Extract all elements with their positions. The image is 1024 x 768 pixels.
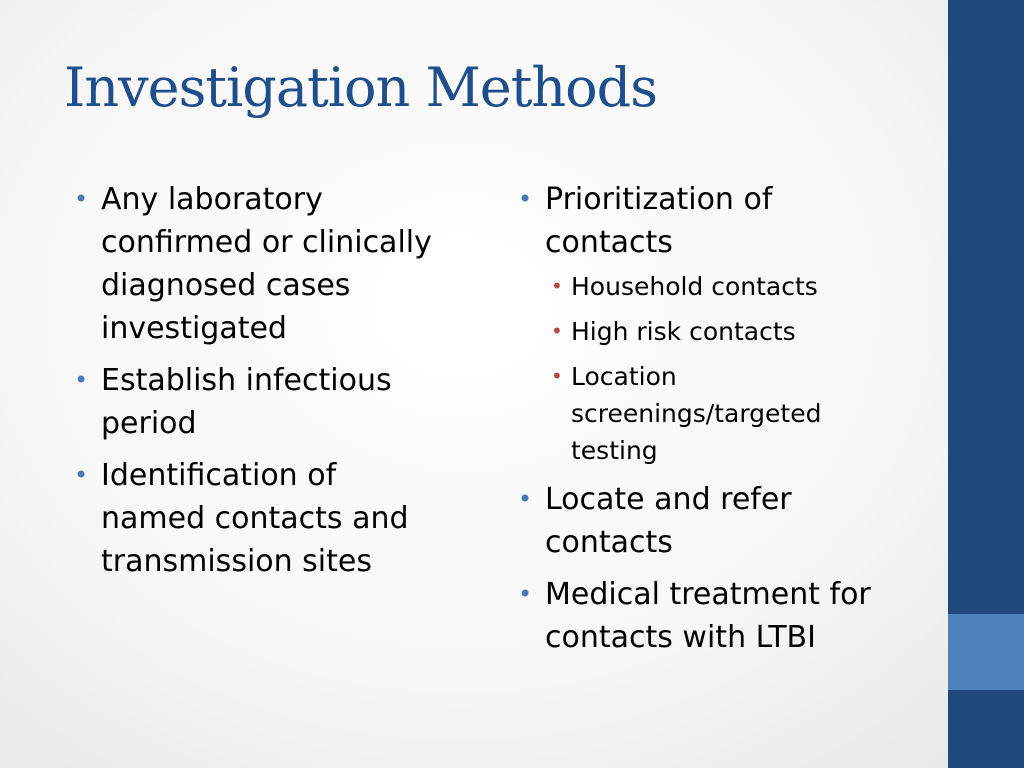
- bullet-icon: •: [74, 461, 89, 489]
- bullet-icon: •: [518, 185, 533, 213]
- bullet-item: [518, 178, 898, 469]
- sub-bullet-item: [545, 268, 898, 305]
- bullet-text: Locate and refer contacts: [545, 482, 792, 560]
- sub-bullet-text: High risk contacts: [571, 317, 796, 346]
- sub-bullet-item: [545, 313, 898, 350]
- bullet-item: [74, 359, 444, 445]
- sub-bullet-icon: •: [551, 319, 563, 343]
- decorative-sidebar-accent: [948, 614, 1024, 690]
- right-column: [518, 178, 898, 668]
- bullet-text: Medical treatment for contacts with LTBI: [545, 577, 871, 655]
- bullet-text: Establish infectious period: [101, 363, 392, 441]
- bullet-text: Prioritization of contacts: [545, 182, 773, 260]
- sub-bullet-text: Location screenings/targeted testing: [571, 362, 822, 465]
- sub-bullet-item: [545, 358, 898, 469]
- bullet-icon: •: [518, 580, 533, 608]
- sub-bullet-list: [545, 268, 898, 469]
- bullet-text: Identification of named contacts and transmission sites: [101, 458, 409, 579]
- bullet-item: [518, 478, 898, 564]
- sub-bullet-icon: •: [551, 364, 563, 388]
- slide-title: Investigation Methods: [64, 56, 657, 119]
- bullet-icon: •: [74, 185, 89, 213]
- bullet-text: Any laboratory confirmed or clinically diagnosed cases investigated: [101, 182, 432, 346]
- bullet-item: [518, 573, 898, 659]
- bullet-icon: •: [74, 366, 89, 394]
- bullet-item: [74, 454, 444, 583]
- bullet-icon: •: [518, 485, 533, 513]
- left-column: [74, 178, 444, 592]
- sub-bullet-text: Household contacts: [571, 272, 818, 301]
- sub-bullet-icon: •: [551, 274, 563, 298]
- bullet-item: [74, 178, 444, 350]
